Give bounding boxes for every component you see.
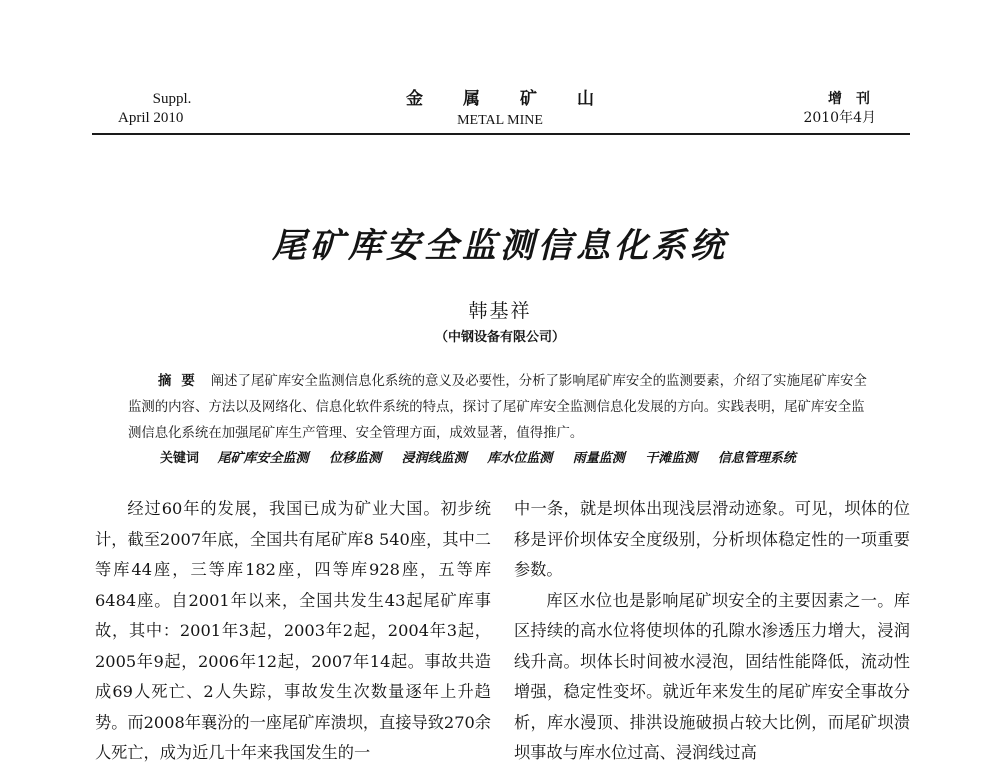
body-paragraph: 库区水位也是影响尾矿坝安全的主要因素之一。库区持续的高水位将使坝体的孔隙水渗透压力增大，浸润线升高。坝体长时间被水浸泡，固结性能降低，流动性增强，稳定性变坏。就近年来发生的尾矿库安全事故分析，库水漫顶、排洪设施破损占较大比例，而尾矿坝溃坝事故与库水位过高、浸润线过高 xyxy=(514,590,910,762)
journal-header-left xyxy=(118,90,238,128)
journal-header-right xyxy=(736,90,884,128)
keyword: 浸润线监测 xyxy=(401,451,467,466)
supplement-label: Suppl. xyxy=(152,91,192,107)
body-column-right xyxy=(514,494,910,769)
keyword: 位移监测 xyxy=(329,451,382,466)
keyword: 信息管理系统 xyxy=(717,451,796,466)
body-paragraph: 经过60年的发展，我国已成为矿业大国。初步统计，截至2007年底，全国共有尾矿库8 540座，其中二等库44座，三等库182座，四等库928座，五等库6484座。自2001年以来，全国共发生43起尾矿库事故，其中：2001年3起，2003年2起，2004年3起，2005年9起，2006年12起，2007年14起。事故共造成69人死亡、2人失踪，事故发生次数量逐年上升趋势。而2008年襄汾的一座尾矿库溃坝，直接导致270余人死亡，成为近几十年来我国发生的一 xyxy=(95,499,491,762)
issue-date-cn: 2010年4月 xyxy=(803,110,876,126)
abstract xyxy=(128,368,872,447)
keyword: 雨量监测 xyxy=(572,451,625,466)
keyword: 干滩监测 xyxy=(645,451,698,466)
keyword: 尾矿库安全监测 xyxy=(217,451,309,466)
keywords xyxy=(160,446,880,472)
author-name: 韩基祥 xyxy=(468,300,532,322)
supplement-label-cn: 增刊 xyxy=(828,91,884,107)
abstract-text: 阐述了尾矿库安全监测信息化系统的意义及必要性，分析了影响尾矿库安全的监测要素，介绍了实施尾矿库安全监测的内容、方法以及网络化、信息化软件系统的特点，探讨了尾矿库安全监测信息化发展的方向。实践表明，尾矿库安全监测信息化系统在加强尾矿库生产管理、安全管理方面，成效显著，值得推广。 xyxy=(128,374,867,441)
body-paragraph: 中一条，就是坝体出现浅层滑动迹象。可见，坝体的位移是评价坝体安全度级别，分析坝体稳定性的一项重要参数。 xyxy=(514,499,910,579)
header-rule xyxy=(92,133,910,135)
issue-date-en: April 2010 xyxy=(118,110,184,126)
journal-header-center xyxy=(380,88,634,130)
keywords-label: 关键词 xyxy=(160,451,200,466)
paper-title: 尾矿库安全监测信息化系统 xyxy=(272,226,728,266)
journal-name-en: METAL MINE xyxy=(457,113,543,128)
journal-name-cn: 金属矿山 xyxy=(406,89,634,109)
abstract-label: 摘要 xyxy=(158,373,205,389)
keyword: 库水位监测 xyxy=(487,451,553,466)
author-affiliation: （中钢设备有限公司） xyxy=(434,330,565,345)
body-column-left xyxy=(95,494,491,769)
